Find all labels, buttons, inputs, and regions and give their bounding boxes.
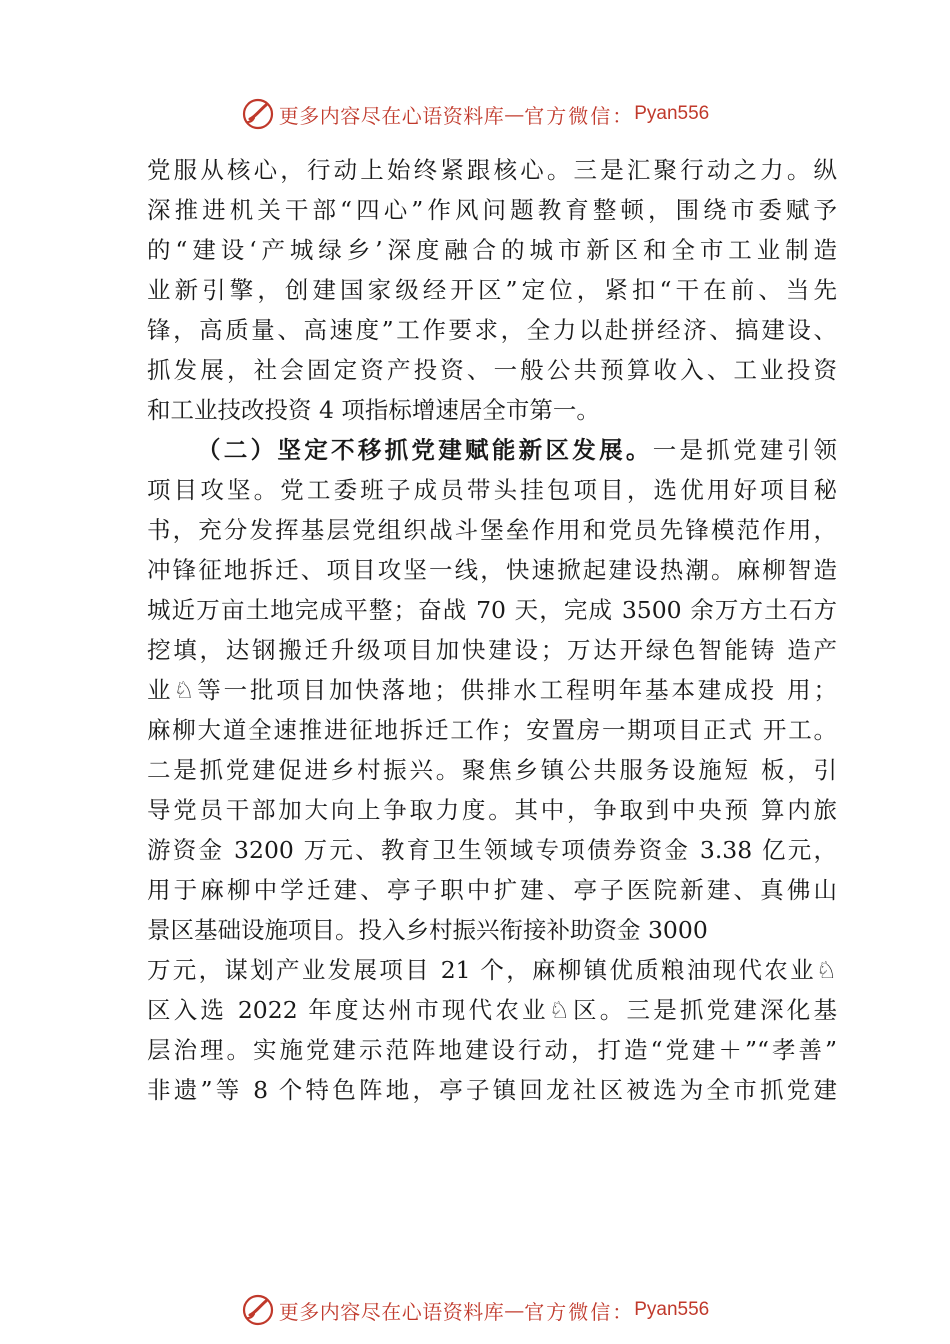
- text-line: 区入选 2022 年度达州市现代农业♘区。三是抓党建深化基: [147, 996, 837, 1024]
- section-heading: （二）坚定不移抓党建赋能新区发展。: [197, 436, 653, 464]
- banner-wechat-id: Pyan556: [634, 1299, 710, 1320]
- text-line: 挖填，达钢搬迁升级项目加快建设；万达开绿色智能铸 造产: [147, 636, 837, 664]
- section-heading-line: [147, 430, 837, 470]
- footer-banner: [0, 1290, 950, 1330]
- text-line: 的“建设‘产城绿乡’深度融合的城市新区和全市工业制造: [147, 236, 837, 264]
- text-line: 冲锋征地拆迁、项目攻坚一线，快速掀起建设热潮。麻柳智造: [147, 556, 837, 584]
- banner-title: 更多内容尽在心语资料库: [278, 1299, 505, 1324]
- text-line: 党服从核心，行动上始终紧跟核心。三是汇聚行动之力。纵: [147, 156, 837, 184]
- text-line: 万元，谋划产业发展项目 21 个，麻柳镇优质粮油现代农业♘: [147, 956, 837, 984]
- text-line: 锋，高质量、高速度”工作要求，全力以赴拼经济、搞建设、: [147, 316, 837, 344]
- text-line: 导党员干部加大向上争取力度。其中，争取到中央预 算内旅: [147, 796, 837, 824]
- banner-separator: —: [504, 102, 525, 126]
- text-line: 二是抓党建促进乡村振兴。聚焦乡镇公共服务设施短 板，引: [147, 756, 837, 784]
- text-line: 项目攻坚。党工委班子成员带头挂包项目，选优用好项目秘: [147, 476, 837, 504]
- banner-title: 更多内容尽在心语资料库: [278, 103, 505, 128]
- text-line: 城近万亩土地完成平整；奋战 70 天，完成 3500 余万方土石方: [147, 596, 837, 624]
- text-line: 用于麻柳中学迁建、亭子职中扩建、亭子医院新建、真佛山: [147, 876, 837, 904]
- banner-separator: —: [504, 1298, 525, 1322]
- brush-logo-icon: [241, 1293, 275, 1327]
- brush-logo-icon: [241, 97, 275, 131]
- text-line: 抓发展，社会固定资产投资、一般公共预算收入、工业投资: [147, 356, 837, 384]
- text-line: 层治理。实施党建示范阵地建设行动，打造“党建＋”“孝善”: [147, 1036, 837, 1064]
- header-banner: [0, 94, 950, 134]
- section-heading-rest: 一是抓党建引领: [652, 436, 837, 464]
- text-line: 深推进机关干部“四心”作风问题教育整顿，围绕市委赋予: [147, 196, 837, 224]
- banner-official-label: 官方微信：: [524, 1299, 635, 1324]
- text-line: 业新引擎，创建国家级经开区”定位，紧扣“干在前、当先: [147, 276, 837, 304]
- text-line: 游资金 3200 万元、教育卫生领域专项债券资金 3.38 亿元，: [147, 836, 837, 864]
- text-line: 和工业技改投资 4 项指标增速居全市第一。: [147, 396, 600, 424]
- banner-official-label: 官方微信：: [524, 103, 635, 128]
- document-body: [147, 150, 837, 1110]
- banner-wechat-id: Pyan556: [634, 103, 710, 124]
- text-line: 非遗”等 8 个特色阵地，亭子镇回龙社区被选为全市抓党建: [147, 1076, 837, 1104]
- text-line: 麻柳大道全速推进征地拆迁工作；安置房一期项目正式 开工。: [147, 716, 837, 744]
- text-line: 景区基础设施项目。投入乡村振兴衔接补助资金 3000: [147, 916, 708, 944]
- text-line: 书，充分发挥基层党组织战斗堡垒作用和党员先锋模范作用，: [147, 516, 837, 544]
- text-line: 业♘等一批项目加快落地；供排水工程明年基本建成投 用；: [147, 676, 837, 704]
